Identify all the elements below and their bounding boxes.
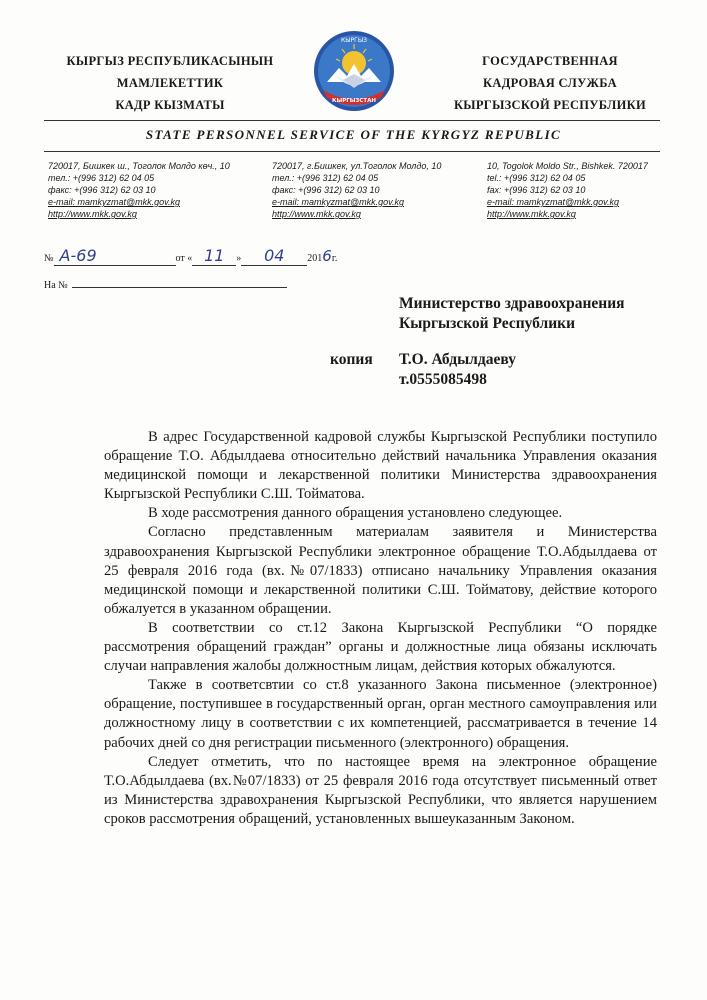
- contact-site-link[interactable]: http://www.mkk.gov.kg: [48, 209, 137, 219]
- reg-day-close: »: [236, 253, 242, 264]
- reg-number-label: №: [44, 253, 54, 264]
- copy-recipient-block: [399, 350, 516, 390]
- contact-email-link[interactable]: e-mail: mamkyzmat@mkk.gov.kg: [48, 197, 180, 207]
- body-paragraph-5: Также в соответсвтии со ст.8 указанного Закона письменное (электронное) обращение, поступившее в государственный орган, орган местного самоуправления или должностному лицу в соответствии с их компетенцией, рассматривается в течение 14 рабочих дней со дня регистрации письменного (электронного) обращения.: [104, 677, 657, 751]
- reply-field: [72, 277, 287, 288]
- header-russian-line-3: КЫРГЫЗСКОЙ РЕСПУБЛИКИ: [453, 98, 647, 112]
- copy-label: копия: [330, 351, 373, 368]
- reg-year-suffix: г.: [331, 253, 338, 264]
- reg-date-prefix: от «: [175, 253, 193, 264]
- contact-phone: тел.: +(996 312) 62 04 05: [272, 173, 379, 183]
- body-paragraph-1: В адрес Государственной кадровой службы Кыргызской Республики поступило обращение Т.О. Абдылдаева относительно действий начальника Управления оказания медицинской помощи и лекарственной политики Министерства здравоохранения Кыргызской Республики С.Ш. Тойматова.: [104, 429, 657, 503]
- reg-number-value: А-69: [59, 246, 97, 265]
- contact-column-russian: [272, 160, 441, 220]
- header-kyrgyz-line-3: КАДР КЫЗМАТЫ: [115, 98, 225, 112]
- header-divider-top: [44, 120, 660, 121]
- contact-phone: tel.: +(996 312) 62 04 05: [487, 173, 586, 183]
- body-paragraph-4: В соответствии со ст.12 Закона Кыргызской Республики “О порядке рассмотрения обращений граждан” органы и должностные лица обязаны исключать случаи направления жалобы должностным лицам, действия которых обжалуются.: [104, 619, 657, 675]
- header-kyrgyz-line-1: КЫРГЫЗ РЕСПУБЛИКАСЫНЫН: [66, 54, 274, 68]
- reply-label: На №: [44, 280, 68, 291]
- contact-fax: fax: +(996 312) 62 03 10: [487, 185, 586, 195]
- header-kyrgyz-line-2: МАМЛЕКЕТТИК: [116, 76, 224, 90]
- header-kyrgyz-block: [40, 50, 300, 116]
- recipient-line-2: Кыргызской Республики: [399, 315, 576, 332]
- header-russian-line-1: ГОСУДАРСТВЕННАЯ: [482, 54, 618, 68]
- reg-day-value: 11: [204, 246, 225, 265]
- contact-fax: факс: +(996 312) 62 03 10: [48, 185, 156, 195]
- state-emblem-icon: [313, 30, 395, 112]
- contact-fax: факс: +(996 312) 62 03 10: [272, 185, 380, 195]
- reg-day-field: [192, 246, 236, 266]
- contact-address: 720017, г.Бишкек, ул.Тоголок Молдо, 10: [272, 161, 442, 171]
- letter-body: [104, 428, 657, 829]
- reg-month-value: 04: [264, 246, 285, 265]
- contact-address: 10, Togolok Moldo Str., Bishkek. 720017: [487, 161, 648, 171]
- emblem-top-text: КЫРГЫЗ: [341, 37, 367, 44]
- contact-column-kyrgyz: [48, 160, 230, 220]
- contact-email-link[interactable]: e-mail: mamkyzmat@mkk.gov.kg: [487, 197, 619, 207]
- body-paragraph-3: Согласно представленным материалам заявителя и Министерства здравоохранения Кыргызской Республики электронное обращение Т.О.Абдылдаева от 25 февраля 2016 года (вх.№07/1833) отписано начальнику Управления оказания медицинской помощи и лекарственной политики С.Ш. Тойматову, действие которого обжалуется в указанном обращении.: [104, 524, 657, 617]
- header-russian-line-2: КАДРОВАЯ СЛУЖБА: [483, 76, 617, 90]
- contact-site-link[interactable]: http://www.mkk.gov.kg: [272, 209, 361, 219]
- copy-recipient-name: Т.О. Абдылдаеву: [399, 351, 516, 368]
- recipient-line-1: Министерство здравоохранения: [399, 295, 625, 312]
- registration-line: [44, 246, 337, 266]
- body-paragraph-2: В ходе рассмотрения данного обращения установлено следующее.: [148, 505, 563, 522]
- contact-site-link[interactable]: http://www.mkk.gov.kg: [487, 209, 576, 219]
- emblem-bottom-text: КЫРГЫЗСТАН: [332, 98, 376, 104]
- reg-month-field: [241, 246, 307, 266]
- reg-year-digit: 6: [322, 247, 332, 265]
- recipient-block: [399, 294, 625, 334]
- contact-email-link[interactable]: e-mail: mamkyzmat@mkk.gov.kg: [272, 197, 404, 207]
- english-title: STATE PERSONNEL SERVICE OF THE KYRGYZ REPUBLIC: [145, 127, 562, 142]
- reg-number-field: [54, 246, 176, 266]
- reply-line: [44, 277, 287, 291]
- header-divider-bottom: [44, 151, 660, 152]
- contact-phone: тел.: +(996 312) 62 04 05: [48, 173, 155, 183]
- contact-address: 720017, Бишкек ш., Тоголок Молдо көч., 10: [48, 161, 230, 171]
- body-paragraph-6: Следует отметить, что по настоящее время на электронное обращение Т.О.Абдылдаева (вх.№07/1833) от 25 февраля 2016 года отсутствует письменный ответ из Министерства здравохранения Кыргызской Республики, что является нарушением сроков рассмотрения обращений, установленных вышеуказанным Законом.: [104, 753, 657, 827]
- copy-recipient-phone: т.0555085498: [399, 371, 487, 388]
- reg-year-prefix: 201: [307, 253, 323, 264]
- header-russian-block: [415, 50, 685, 116]
- contact-column-english: [487, 160, 648, 220]
